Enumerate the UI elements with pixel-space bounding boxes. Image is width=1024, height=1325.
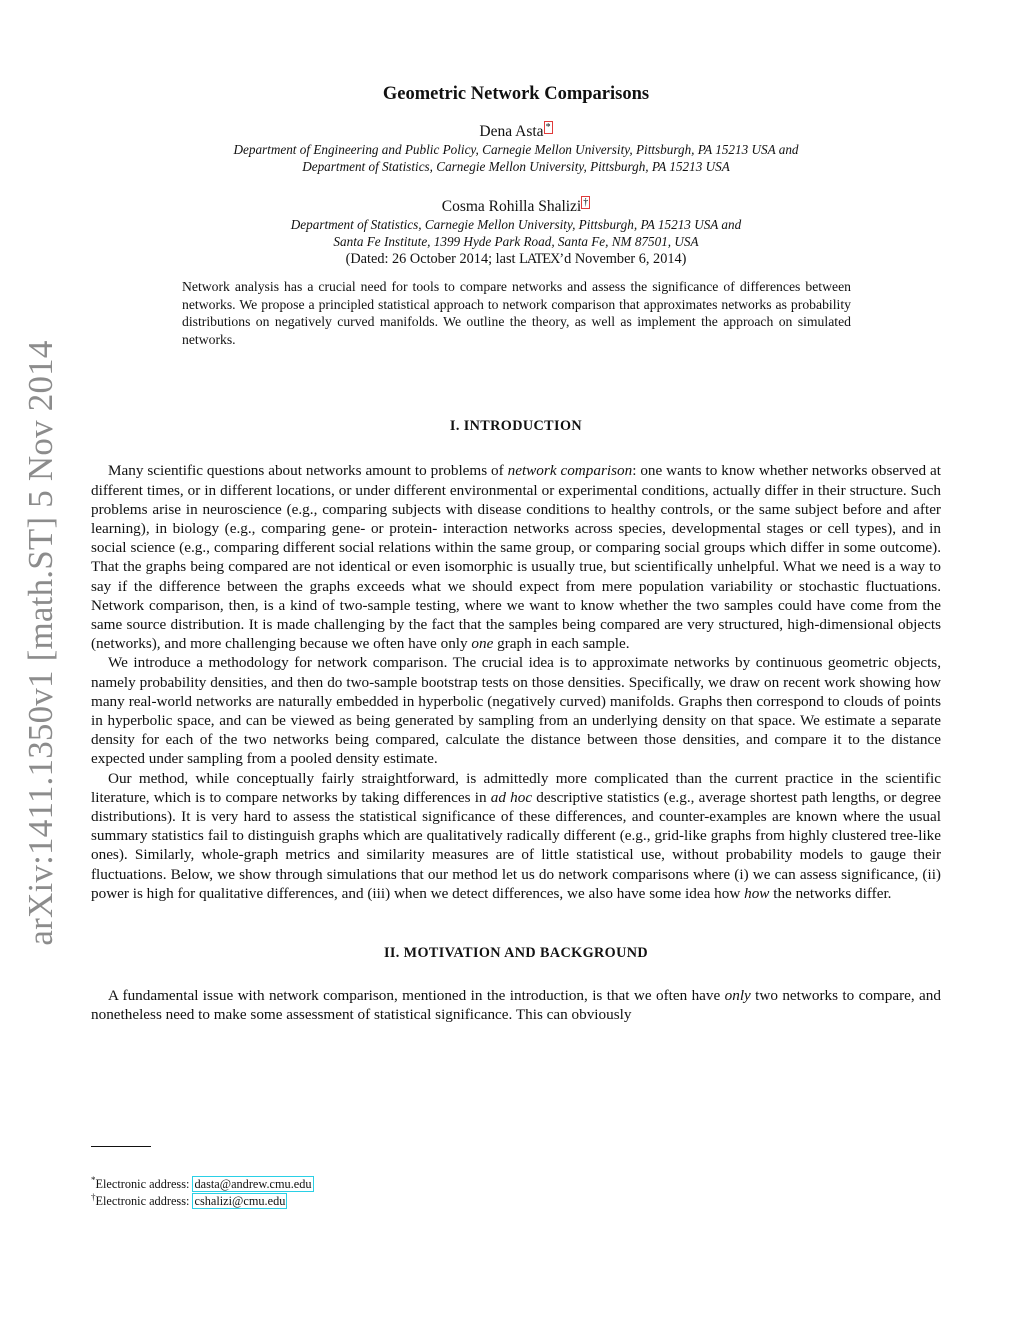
section-heading-introduction: I. INTRODUCTION <box>449 418 583 435</box>
footnote-link-asta[interactable]: * <box>545 121 551 133</box>
author-name-asta: Dena Asta * <box>479 121 551 140</box>
footnotes <box>91 1176 314 1209</box>
paper-title: Geometric Network Comparisons <box>382 84 650 104</box>
footnote-rule <box>91 1146 151 1147</box>
paper-page <box>91 84 941 1024</box>
author-name-shalizi: Cosma Rohilla Shalizi † <box>441 196 589 215</box>
footnote-link-shalizi[interactable]: † <box>583 196 589 208</box>
arxiv-sidebar-stamp <box>17 339 65 946</box>
footnote-shalizi: †Electronic address: cshalizi@cmu.edu <box>91 1191 286 1208</box>
email-link-shalizi[interactable]: cshalizi@cmu.edu <box>194 1193 286 1208</box>
latex-logo: LATEX <box>519 251 560 267</box>
footnote-asta: *Electronic address: dasta@andrew.cmu.edu <box>91 1174 312 1191</box>
affiliation-line: Santa Fe Institute, 1399 Hyde Park Road, Santa Fe, NM 87501, USA <box>333 234 699 249</box>
body-paragraph: Our method, while conceptually fairly straightforward, is admittedly more complicated than the current practice in the scientific literature, which is to compare networks by taking differences in ad hoc descriptive statistics (e.g., average shortest path lengths, or degree distributions). It is very hard to assess the statistical significance of these differences, and counter-examples are known where the usual summary statistics fail to distinguish graphs which are qualitatively radically different (e.g., grid-like graphs from highly clustered tree-like ones). Similarly, whole-graph metrics and similarity measures are of little statistical use, without probability models to gauge their fluctuations. Below, we show through simulations that our method let us do network comparisons where (i) we can assess significance, (ii) power is high for qualitative differences, and (iii) when we detect differences, we also have some idea how how the networks differ. <box>91 769 941 902</box>
affiliation-line: Department of Statistics, Carnegie Mellon University, Pittsburgh, PA 15213 USA and <box>290 217 742 232</box>
affiliation-line: Department of Engineering and Public Policy, Carnegie Mellon University, Pittsburgh, PA 15213 USA and <box>233 142 799 157</box>
arxiv-identifier: arXiv:1411.1350v1 [math.ST] 5 Nov 2014 <box>21 339 60 946</box>
abstract: Network analysis has a crucial need for tools to compare networks and assess the significance of differences between networks. We propose a principled statistical approach to network comparison that approximates networks as probability distributions on negatively curved manifolds. We outline the theory, as well as implement the approach on simulated networks. <box>182 279 851 347</box>
body-paragraph: We introduce a methodology for network comparison. The crucial idea is to approximate networks by continuous geometric objects, namely probability densities, and then do two-sample bootstrap tests on those densities. Specifically, we draw on recent work showing how many real-world networks are naturally embedded in hyperbolic (negatively curved) manifolds. Graphs then correspond to clouds of points in hyperbolic space, and can be viewed as being generated by sampling from an underlying density on that space. We estimate a separate density for each of the two networks being compared, calculate the distance between those densities, and compare it to the distance expected under sampling from a pooled density estimate. <box>91 654 941 768</box>
dated-line: (Dated: 26 October 2014; last LATEX’d November 6, 2014) <box>345 251 687 267</box>
body-paragraph: A fundamental issue with network comparison, mentioned in the introduction, is that we often have only two networks to compare, and nonetheless need to make some assessment of statistical significance. This can obviously <box>91 987 941 1024</box>
email-link-asta[interactable]: dasta@andrew.cmu.edu <box>194 1177 312 1191</box>
affiliation-line: Department of Statistics, Carnegie Mellon University, Pittsburgh, PA 15213 USA <box>302 159 730 174</box>
body-paragraph: Many scientific questions about networks amount to problems of network comparison: one wants to know whether networks observed at different times, or in different locations, or under different environmental or experimental conditions, actually differ in their structure. Such problems arise in neuroscience (e.g., comparing subjects with disease conditions to healthy controls, or the same subject before and after learning), in biology (e.g., comparing gene- or protein- interaction networks across species, developmental stages or cell types), and in social science (e.g., comparing different social relations within the same group, or comparing social groups which differ in some outcome). That the graphs being compared are not identical or even isomorphic is usually true, but scientifically unhelpful. What we need is a way to say if the difference between the graphs exceeds what we should expect from mere population variability or stochastic fluctuations. Network comparison, then, is a kind of two-sample testing, where we want to know whether the two samples could have come from the same source distribution. It is made challenging by the fact that the samples being compared are very structured, high-dimensional objects (networks), and more challenging because we often have only one graph in each sample. <box>91 462 941 653</box>
section-heading-motivation: II. MOTIVATION AND BACKGROUND <box>383 945 649 962</box>
